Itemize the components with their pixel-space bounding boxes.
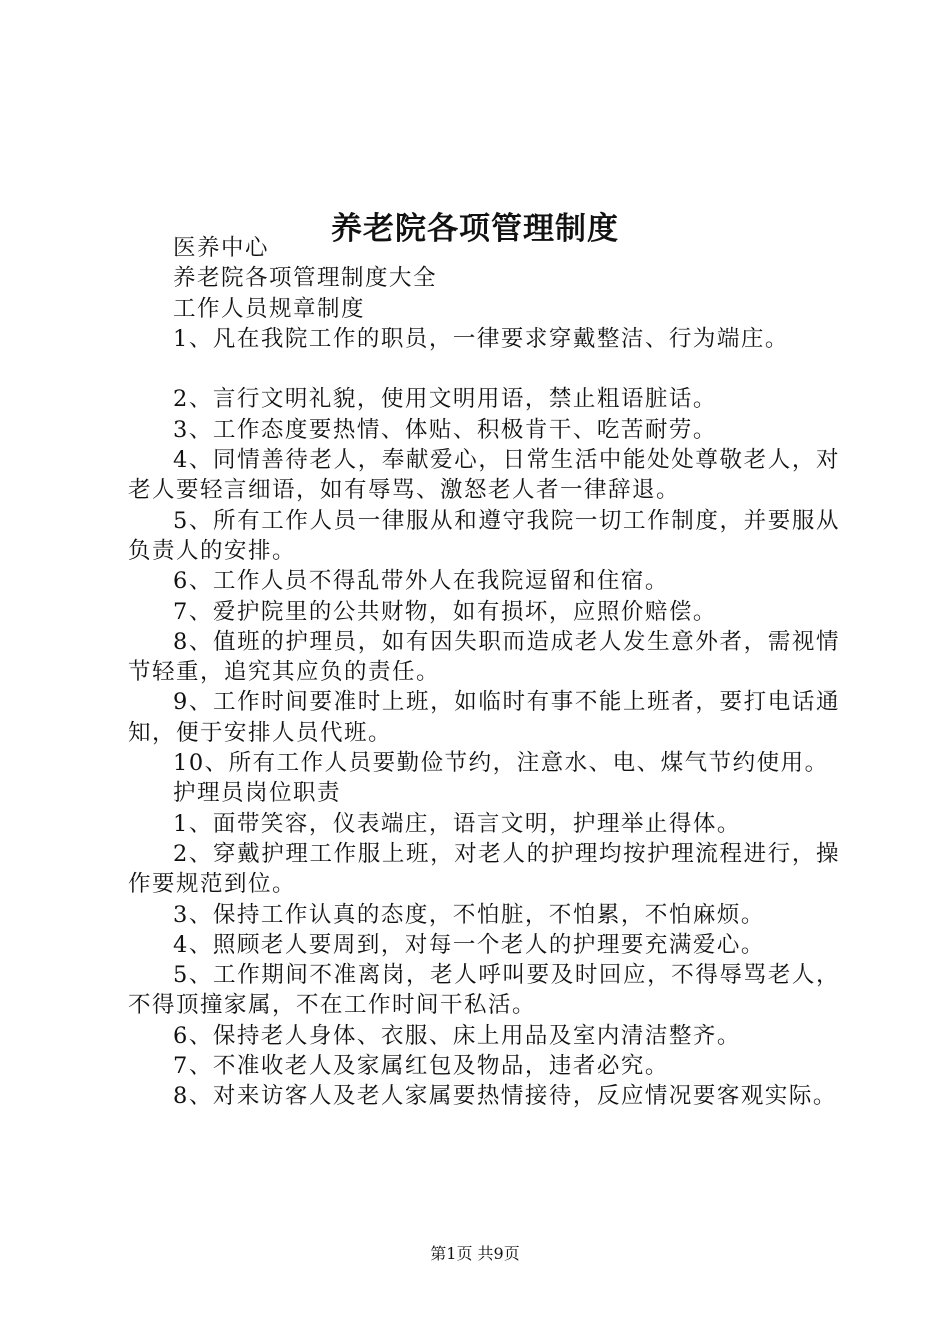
paragraph-header-title: 养老院各项管理制度大全	[173, 265, 438, 292]
caregiver-duty-item: 3、保持工作认真的态度，不怕脏，不怕累，不怕麻烦。	[173, 901, 765, 928]
caregiver-duty-item: 4、照顾老人要周到，对每一个老人的护理要充满爱心。	[173, 931, 765, 958]
staff-rule-item: 7、爱护院里的公共财物，如有损坏，应照价赔偿。	[173, 598, 717, 625]
document-body	[128, 233, 840, 1112]
staff-rule-item: 2、言行文明礼貌，使用文明用语，禁止粗语脏话。	[173, 386, 717, 413]
caregiver-duty-item: 7、不准收老人及家属红包及物品，违者必究。	[173, 1053, 669, 1080]
staff-rule-item: 1、凡在我院工作的职员，一律要求穿戴整洁、行为端庄。	[173, 325, 789, 352]
staff-rule-item: 3、工作态度要热情、体贴、积极肯干、吃苦耐劳。	[173, 416, 717, 443]
staff-rule-item: 4、同情善待老人，奉献爱心，日常生活中能处处尊敬老人，对老人要轻言细语，如有辱骂、激怒老人者一律辞退。	[128, 447, 840, 504]
staff-rule-item: 5、所有工作人员一律服从和遵守我院一切工作制度，并要服从负责人的安排。	[128, 507, 840, 564]
staff-rule-item: 6、工作人员不得乱带外人在我院逗留和住宿。	[173, 568, 669, 595]
caregiver-duty-item: 5、工作期间不准离岗，老人呼叫要及时回应，不得辱骂老人，不得顶撞家属，不在工作时间干私活。	[128, 962, 840, 1019]
staff-rule-item: 10、所有工作人员要勤俭节约，注意水、电、煤气节约使用。	[173, 750, 829, 777]
caregiver-duty-item: 6、保持老人身体、衣服、床上用品及室内清洁整齐。	[173, 1022, 741, 1049]
caregiver-duty-item: 2、穿戴护理工作服上班，对老人的护理均按护理流程进行，操作要规范到位。	[128, 840, 840, 898]
paragraph-header-center: 医养中心	[173, 235, 270, 261]
staff-rule-item: 8、值班的护理员，如有因失职而造成老人发生意外者，需视情节轻重，追究其应负的责任。	[128, 628, 840, 686]
section-heading-caregiver-duties: 护理员岗位职责	[173, 780, 342, 807]
section-heading-staff-rules: 工作人员规章制度	[173, 295, 366, 322]
caregiver-duty-item: 8、对来访客人及老人家属要热情接待，反应情况要客观实际。	[173, 1083, 837, 1110]
page-title: 养老院各项管理制度	[331, 210, 619, 247]
page-footer: 第1页 共9页	[430, 1244, 520, 1263]
caregiver-duty-item: 1、面带笑容，仪表端庄，语言文明，护理举止得体。	[173, 810, 741, 837]
staff-rule-item: 9、工作时间要准时上班，如临时有事不能上班者，要打电话通知，便于安排人员代班。	[128, 689, 840, 746]
